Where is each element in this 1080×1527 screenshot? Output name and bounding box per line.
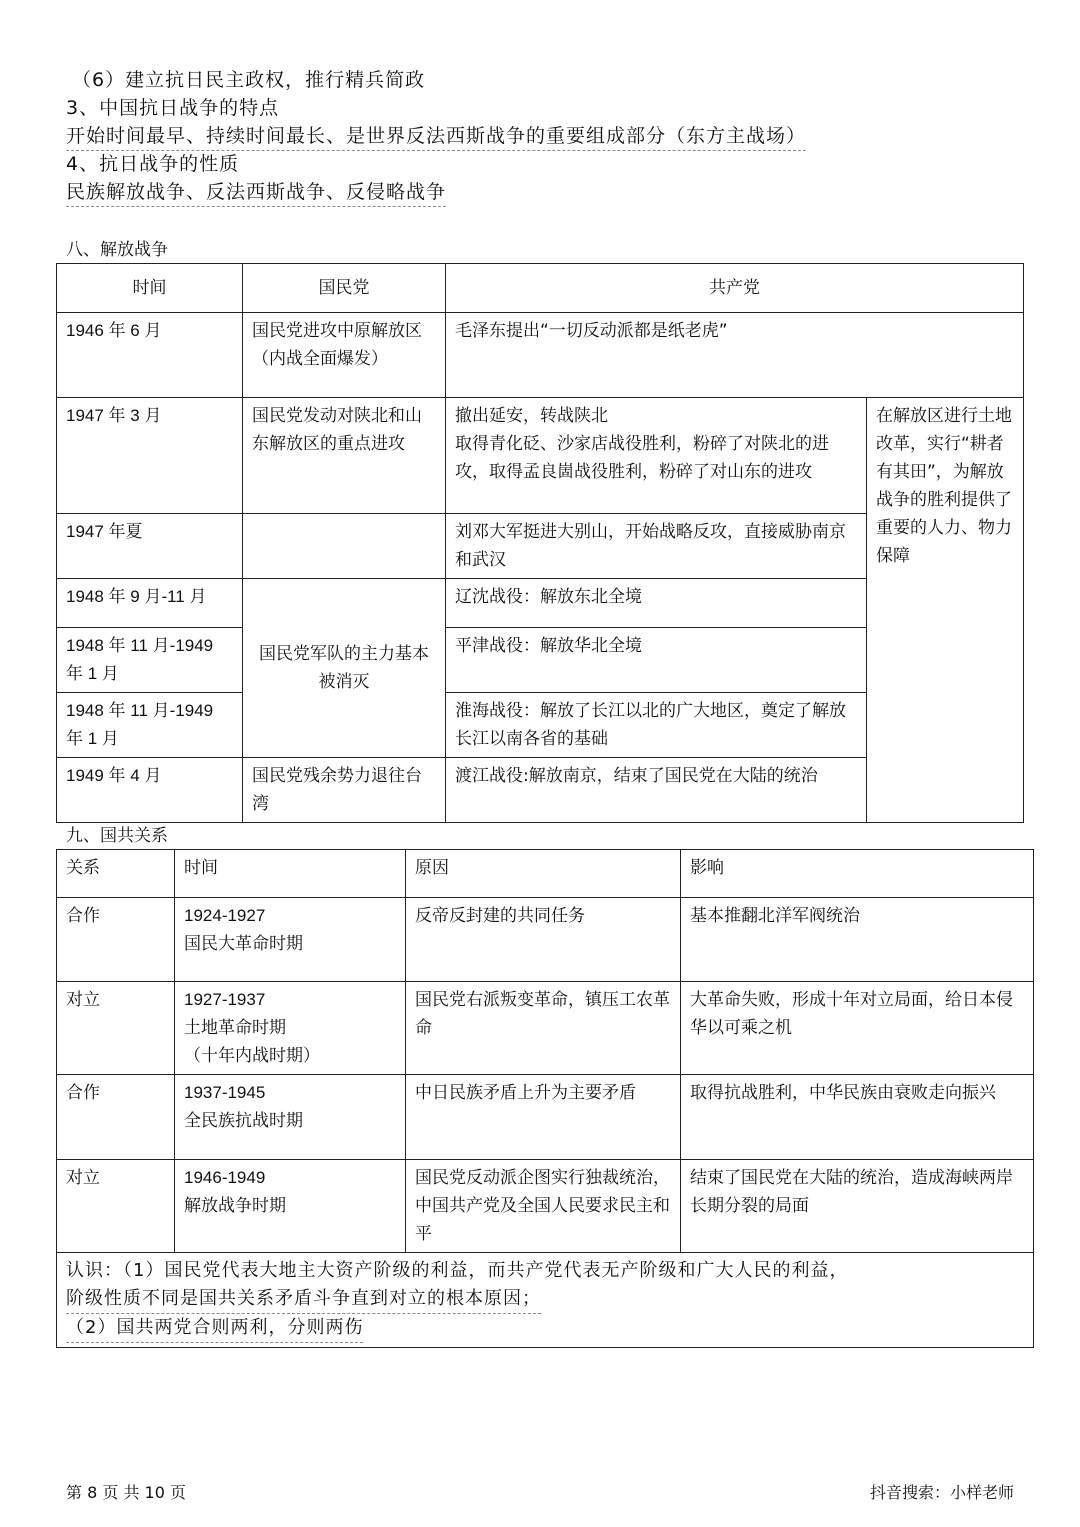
relation-cause: 国民党右派叛变革命，镇压工农革命 xyxy=(406,982,681,1075)
relation-years: 1937-1945 xyxy=(184,1083,266,1102)
relations-summary-cell xyxy=(57,1253,1034,1348)
kmt-main-force-cell: 国民党军队的主力基本被消灭 xyxy=(243,579,446,758)
relation-type: 合作 xyxy=(57,1075,175,1160)
intro-item6: （6）建立抗日民主政权，推行精兵简政 xyxy=(72,69,426,91)
relation-cause: 国民党反动派企图实行独裁统治，中国共产党及全国人民要求民主和平 xyxy=(406,1160,681,1253)
header-effect: 影响 xyxy=(681,850,1034,898)
war-cpc-cell: 平津战役：解放华北全境 xyxy=(446,628,867,693)
relation-years: 1924-1927 xyxy=(184,906,266,925)
relation-years: 1946-1949 xyxy=(184,1168,266,1187)
relation-effect: 基本推翻北洋军阀统治 xyxy=(681,898,1034,982)
summary-line-1: 认识：（1）国民党代表大地主大资产阶级的利益，而共产党代表无产阶级和广大人民的利益， xyxy=(66,1260,849,1281)
relation-effect: 取得抗战胜利，中华民族由衰败走向振兴 xyxy=(681,1075,1034,1160)
header-time: 时间 xyxy=(175,850,406,898)
relation-effect: 结束了国民党在大陆的统治，造成海峡两岸长期分裂的局面 xyxy=(681,1160,1034,1253)
relation-time-cell xyxy=(175,982,406,1075)
kmt-cpc-relations-table xyxy=(56,849,1034,1348)
relation-period: 土地革命时期 （十年内战时期） xyxy=(184,1018,320,1066)
intro-paragraph-3: 开始时间最早、持续时间最长、是世界反法西斯战争的重要组成部分（东方主战场） xyxy=(66,122,806,151)
relation-period: 解放战争时期 xyxy=(184,1196,286,1216)
section-title-war: 八、解放战争 xyxy=(66,240,168,260)
intro-heading-4: 4、抗日战争的性质 xyxy=(66,153,240,175)
relation-years: 1927-1937 xyxy=(184,990,266,1009)
war-cpc-cell: 毛泽东提出“一切反动派都是纸老虎” xyxy=(446,313,1024,398)
war-time-cell: 1946 年 6 月 xyxy=(57,313,243,398)
relation-effect: 大革命失败，形成十年对立局面，给日本侵华以可乘之机 xyxy=(681,982,1034,1075)
relation-period: 国民大革命时期 xyxy=(184,934,303,954)
relation-time-cell xyxy=(175,898,406,982)
war-time-cell: 1948 年 11 月-1949 年 1 月 xyxy=(57,628,243,693)
liberation-war-table xyxy=(56,263,1024,823)
relation-type: 对立 xyxy=(57,1160,175,1253)
war-time-cell: 1947 年 3 月 xyxy=(57,398,243,514)
war-time-cell: 1948 年 11 月-1949 年 1 月 xyxy=(57,693,243,758)
intro-paragraph-4: 民族解放战争、反法西斯战争、反侵略战争 xyxy=(66,178,446,207)
relation-time-cell xyxy=(175,1160,406,1253)
relation-type: 合作 xyxy=(57,898,175,982)
header-cause: 原因 xyxy=(406,850,681,898)
war-cpc-cell: 渡江战役:解放南京，结束了国民党在大陆的统治 xyxy=(446,758,1024,823)
section-title-relations: 九、国共关系 xyxy=(66,826,168,846)
war-kmt-cell: 国民党进攻中原解放区 （内战全面爆发） xyxy=(243,313,446,398)
header-kmt: 国民党 xyxy=(243,264,446,313)
summary-line-3: （2）国共两党合则两利，分则两伤 xyxy=(66,1314,363,1343)
header-relation: 关系 xyxy=(57,850,175,898)
footer-source: 抖音搜索：小样老师 xyxy=(869,1483,1014,1502)
war-cpc-cell: 撤出延安，转战陕北 取得青化砭、沙家店战役胜利，粉碎了对陕北的进攻，取得孟良崮战役胜利，粉碎了对山东的进攻 xyxy=(446,398,867,514)
header-time: 时间 xyxy=(57,264,243,313)
page-number: 第 8 页 共 10 页 xyxy=(66,1483,186,1502)
war-kmt-cell: 国民党发动对陕北和山东解放区的重点进攻 xyxy=(243,398,446,514)
relation-period: 全民族抗战时期 xyxy=(184,1111,303,1131)
header-cpc: 共产党 xyxy=(446,264,1024,313)
war-cpc-cell: 刘邓大军挺进大别山，开始战略反攻，直接威胁南京和武汉 xyxy=(446,514,867,579)
relation-type: 对立 xyxy=(57,982,175,1075)
war-time-cell: 1948 年 9 月-11 月 xyxy=(57,579,243,628)
war-cpc-cell: 辽沈战役：解放东北全境 xyxy=(446,579,867,628)
relation-time-cell xyxy=(175,1075,406,1160)
war-time-cell: 1949 年 4 月 xyxy=(57,758,243,823)
summary-line-2: 阶级性质不同是国共关系矛盾斗争直到对立的根本原因； xyxy=(66,1285,541,1314)
war-kmt-cell xyxy=(243,514,446,579)
land-reform-cell: 在解放区进行土地改革，实行“耕者有其田”，为解放战争的胜利提供了重要的人力、物力保障 xyxy=(867,398,1024,823)
relation-cause: 中日民族矛盾上升为主要矛盾 xyxy=(406,1075,681,1160)
war-kmt-cell: 国民党残余势力退往台湾 xyxy=(243,758,446,823)
intro-heading-3: 3、中国抗日战争的特点 xyxy=(66,97,280,119)
war-time-cell: 1947 年夏 xyxy=(57,514,243,579)
relation-cause: 反帝反封建的共同任务 xyxy=(406,898,681,982)
war-cpc-cell: 淮海战役：解放了长江以北的广大地区，奠定了解放长江以南各省的基础 xyxy=(446,693,867,758)
